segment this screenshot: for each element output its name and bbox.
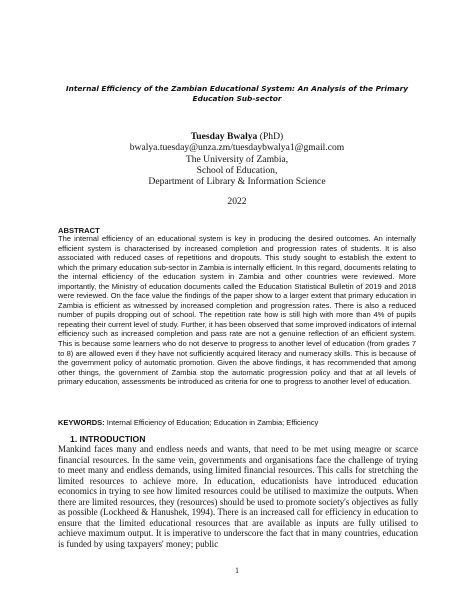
page-number: 1 (235, 566, 239, 575)
affiliation-line: School of Education, (196, 164, 278, 176)
paper-title: Internal Efficiency of the Zambian Educational System: An Analysis of the Primary Education Sub-sector (65, 84, 409, 103)
author-degree: (PhD) (259, 131, 284, 142)
publication-year: 2022 (227, 196, 247, 207)
author-name: Tuesday Bwalya (190, 131, 258, 142)
abstract-heading: ABSTRACT (58, 226, 100, 235)
introduction-heading: 1. INTRODUCTION (70, 434, 146, 444)
author-block (40, 131, 434, 187)
author-name-line (40, 131, 434, 142)
affiliation-line: Department of Library & Information Science (148, 176, 326, 188)
keywords-text: Internal Efficiency of Education; Education in Zambia; Efficiency (106, 418, 319, 427)
affiliation-line: The University of Zambia, (185, 153, 289, 165)
author-email: bwalya.tuesday@unza.zm/tuesdaybwalya1@gmail.com (129, 142, 345, 154)
introduction-text: Mankind faces many and endless needs and wants, that need to be met using meagre or scarce financial resources. In the same vein, governments and organisations face the challenge of trying to meet many and endless demands, using limited financial resources. This calls for stretching the limited resources to achieve more. In education, educationists have introduced education economics in trying to see how limited resources could be utilised to maximize the outputs. When there are limited resources, they (resources) should be used to promote society's objectives as fully as possible (Lockheed & Hanushek, 1994). There is an increased call for efficiency in education to ensure that the limited educational resources that are available as inputs are fully utilised to achieve maximum output. It is imperative to underscore the fact that in many countries, education is funded by using taxpayers' money; public (58, 444, 418, 549)
keywords-line (58, 418, 416, 427)
keywords-label: KEYWORDS: (58, 418, 105, 427)
abstract-text: The internal efficiency of an educational system is key in producing the desired outcomes. An internally efficient system is characterised by increased completion and progression rates of students. It is also associated with reduced cases of repetitions and dropouts. This study sought to establish the extent to which the primary education sub-sector in Zambia is internally efficient. In this regard, documents relating to the internal efficiency of the education system in Zambia and other countries were reviewed. More importantly, the Ministry of education documents called the Education Statistical Bulletin of 2019 and 2018 were reviewed. On the face value the findings of the paper show to a larger extent that primary education in Zambia is efficient as witnessed by increased completion and progression rates. There is also a reduced number of pupils dropping out of school. The repetition rate how is still high with more than 4% of pupils repeating their current level of study. Further, it has been observed that some improved indicators of internal efficiency such as increased completion and pass rate are not a genuine reflection of an efficient system. This is because some learners who do not deserve to progress to another level of education (from grades 7 to 8) are allowed even if they have not sufficiently acquired literacy and numeracy skills. This is because of the government policy of automatic promotion. Given the above findings, it has recommended that among other things, the government of Zambia stop the automatic progression policy and that at all levels of primary education, assessments be introduced as criteria for one to progress to another level of education. (58, 234, 416, 387)
